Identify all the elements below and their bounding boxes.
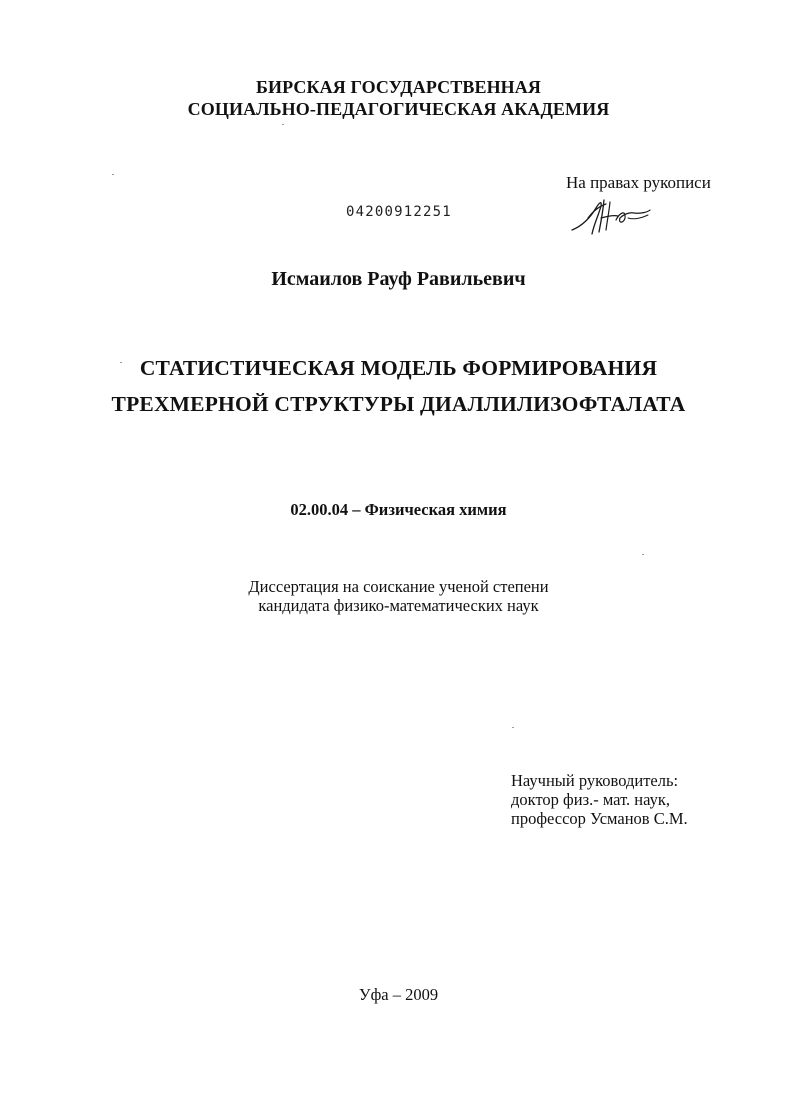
- title-line-2: ТРЕХМЕРНОЙ СТРУКТУРЫ ДИАЛЛИЛИЗОФТАЛАТА: [111, 392, 686, 416]
- scan-speck: [112, 174, 114, 175]
- scan-speck: [512, 727, 514, 728]
- scan-speck: [282, 124, 284, 125]
- city-year: Уфа – 2009: [358, 985, 439, 1004]
- specialty: 02.00.04 – Физическая химия: [290, 500, 507, 519]
- scan-speck: [120, 362, 122, 363]
- title-line-1: СТАТИСТИЧЕСКАЯ МОДЕЛЬ ФОРМИРОВАНИЯ: [139, 356, 658, 380]
- advisor-degree: доктор физ.- мат. наук,: [511, 790, 670, 809]
- advisor-name: профессор Усманов С.М.: [511, 809, 688, 828]
- dissertation-line-2: кандидата физико-математических наук: [258, 596, 539, 615]
- author-name: Исмаилов Рауф Равильевич: [271, 268, 526, 290]
- advisor-label: Научный руководитель:: [511, 771, 679, 790]
- dissertation-line-1: Диссертация на соискание ученой степени: [248, 577, 549, 596]
- institution-line-2: СОЦИАЛЬНО-ПЕДАГОГИЧЕСКАЯ АКАДЕМИЯ: [187, 99, 610, 119]
- rights-note: На правах рукописи: [566, 173, 711, 192]
- scan-speck: [642, 554, 644, 555]
- catalog-code: 04200912251: [346, 204, 452, 220]
- institution-line-1: БИРСКАЯ ГОСУДАРСТВЕННАЯ: [256, 77, 541, 97]
- handwritten-signature: [568, 196, 652, 240]
